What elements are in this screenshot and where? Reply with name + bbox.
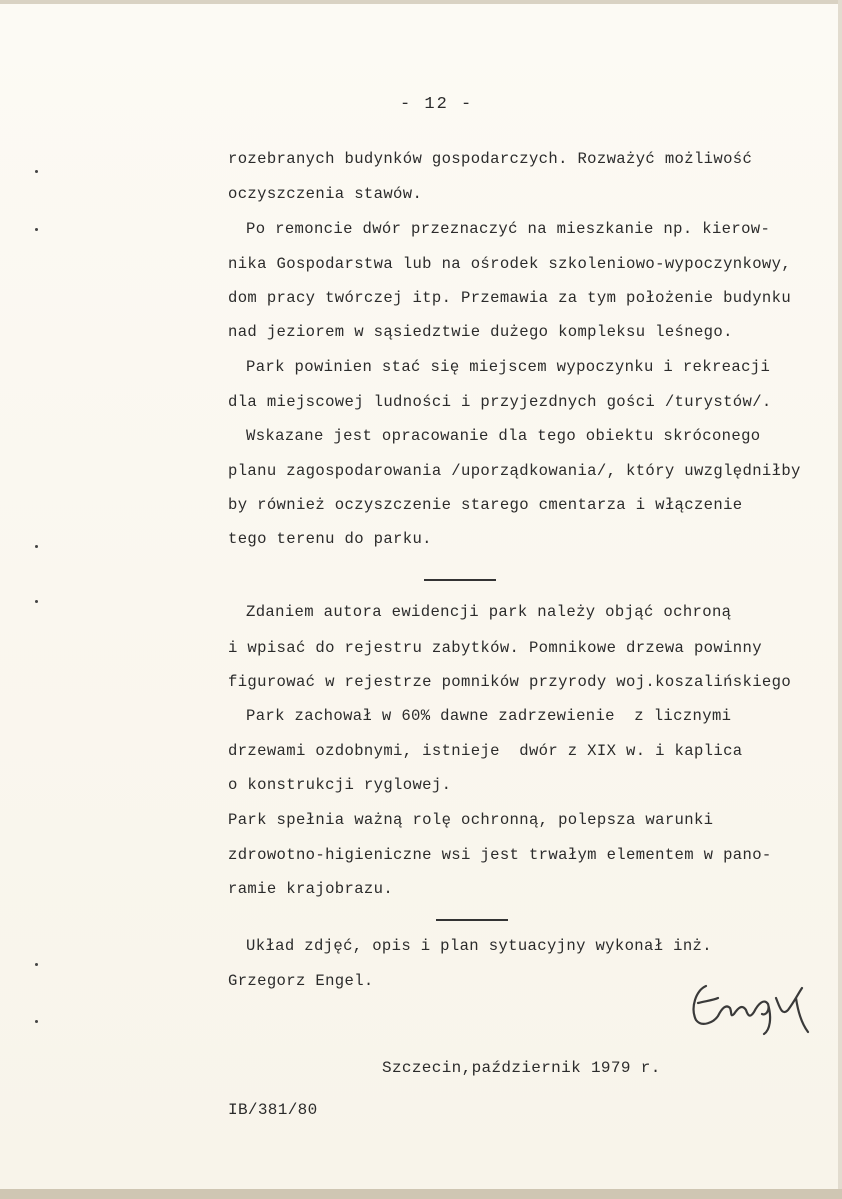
text-line: Po remoncie dwór przeznaczyć na mieszkanie np. kierow-: [246, 220, 771, 238]
text-line: dom pracy twórczej itp. Przemawia za tym położenie budynku: [228, 289, 792, 307]
punch-hole-mark: [35, 600, 38, 603]
text-line: drzewami ozdobnymi, istnieje dwór z XIX w. i kaplica: [228, 742, 743, 760]
place-and-date: Szczecin,październik 1979 r.: [382, 1059, 661, 1077]
reference-number: IB/381/80: [228, 1101, 318, 1119]
text-line: Park spełnia ważną rolę ochronną, polepsza warunki: [228, 811, 714, 829]
text-line: zdrowotno-higieniczne wsi jest trwałym elementem w pano-: [228, 846, 772, 864]
page-top-edge: [0, 0, 842, 4]
page-bottom-edge: [0, 1189, 842, 1199]
text-line: dla miejscowej ludności i przyjezdnych gości /turystów/.: [228, 393, 772, 411]
text-line: figurować w rejestrze pomników przyrody woj.koszalińskiego: [228, 673, 792, 691]
punch-hole-mark: [35, 1020, 38, 1023]
text-line: rozebranych budynków gospodarczych. Rozważyć możliwość: [228, 150, 753, 168]
page-right-edge: [838, 0, 842, 1199]
text-line: nad jeziorem w sąsiedztwie dużego kompleksu leśnego.: [228, 323, 733, 341]
punch-hole-mark: [35, 963, 38, 966]
text-line: Park zachował w 60% dawne zadrzewienie z licznymi: [246, 707, 732, 725]
text-line: Park powinien stać się miejscem wypoczynku i rekreacji: [246, 358, 771, 376]
section-divider: [436, 919, 508, 921]
text-line: tego terenu do parku.: [228, 530, 432, 548]
text-line: planu zagospodarowania /uporządkowania/, który uwzględniłby: [228, 462, 801, 480]
punch-hole-mark: [35, 228, 38, 231]
punch-hole-mark: [35, 170, 38, 173]
section-divider: [424, 579, 496, 581]
text-line: oczyszczenia stawów.: [228, 185, 423, 203]
text-line: Wskazane jest opracowanie dla tego obiektu skróconego: [246, 427, 761, 445]
text-line: by również oczyszczenie starego cmentarza i włączenie: [228, 496, 743, 514]
text-line: Grzegorz Engel.: [228, 972, 374, 990]
text-line: i wpisać do rejestru zabytków. Pomnikowe drzewa powinny: [228, 639, 762, 657]
handwritten-signature: [684, 968, 829, 1038]
text-line: Zdaniem autora ewidencji park należy objąć ochroną: [246, 603, 732, 621]
text-line: nika Gospodarstwa lub na ośrodek szkoleniowo-wypoczynkowy,: [228, 255, 792, 273]
text-line: o konstrukcji ryglowej.: [228, 776, 452, 794]
punch-hole-mark: [35, 545, 38, 548]
page-number: - 12 -: [400, 95, 474, 114]
text-line: Układ zdjęć, opis i plan sytuacyjny wykonał inż.: [246, 937, 712, 955]
text-line: ramie krajobrazu.: [228, 880, 394, 898]
